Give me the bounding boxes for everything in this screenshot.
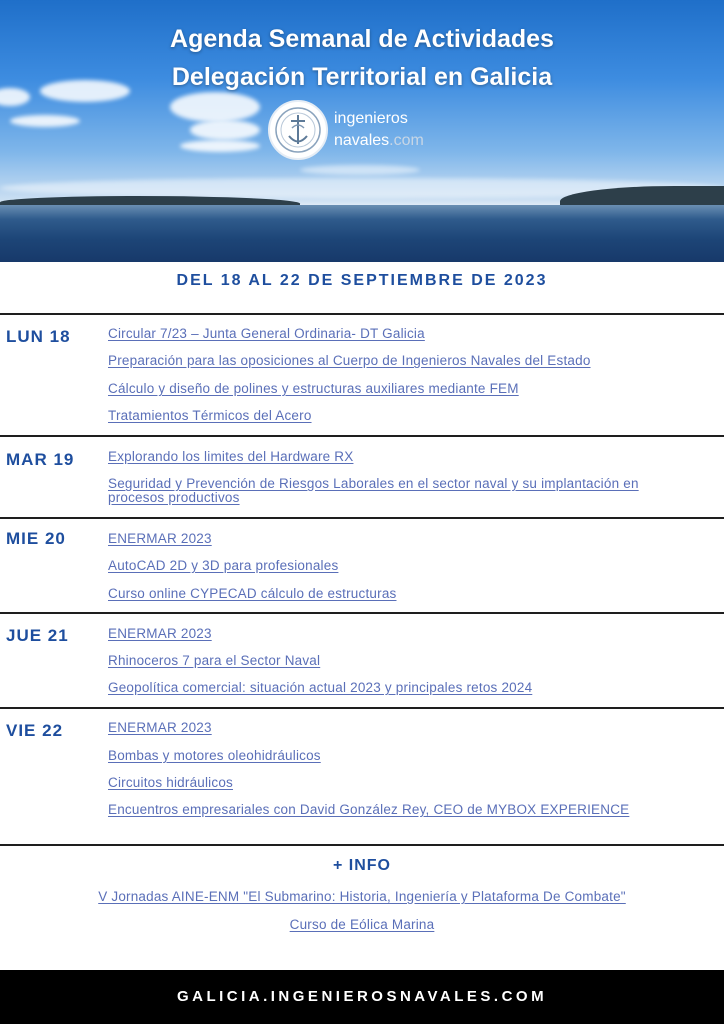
divider xyxy=(0,517,724,519)
date-range-heading: DEL 18 AL 22 DE SEPTIEMBRE DE 2023 xyxy=(176,272,548,289)
divider xyxy=(0,313,724,315)
agenda-link[interactable]: Preparación para las oposiciones al Cuerpo de Ingenieros Navales del Estado xyxy=(108,353,591,368)
divider xyxy=(0,435,724,437)
agenda-link[interactable]: Seguridad y Prevención de Riesgos Laborales en el sector naval y su implantación en procesos productivos xyxy=(108,476,639,505)
agenda-link[interactable]: Rhinoceros 7 para el Sector Naval xyxy=(108,653,321,668)
day-label-lun: LUN 18 xyxy=(6,327,71,346)
hero-banner xyxy=(0,0,724,262)
info-heading: + INFO xyxy=(332,857,391,874)
day-label-mie: MIE 20 xyxy=(6,529,66,548)
divider xyxy=(0,612,724,614)
agenda-link[interactable]: ENERMAR 2023 xyxy=(108,531,212,546)
agenda-link[interactable]: ENERMAR 2023 xyxy=(108,720,212,735)
info-link[interactable]: V Jornadas AINE-ENM "El Submarino: Historia, Ingeniería y Plataforma De Combate" xyxy=(98,889,626,904)
sea xyxy=(0,205,724,262)
agenda-link[interactable]: Circular 7/23 – Junta General Ordinaria- DT Galicia xyxy=(108,326,425,341)
logo-text-bottom xyxy=(334,132,424,150)
agenda-link[interactable]: Circuitos hidráulicos xyxy=(108,775,233,790)
footer-website-link[interactable]: GALICIA.INGENIEROSNAVALES.COM xyxy=(176,988,548,1005)
cloud xyxy=(170,92,260,122)
agenda-link[interactable]: AutoCAD 2D y 3D para profesionales xyxy=(108,558,339,573)
divider xyxy=(0,844,724,846)
info-link[interactable]: Curso de Eólica Marina xyxy=(289,917,435,932)
cloud xyxy=(180,140,260,152)
agenda-link[interactable]: Bombas y motores oleohidráulicos xyxy=(108,748,321,763)
logo-text-suffix: .com xyxy=(389,132,424,149)
agenda-link[interactable]: Cálculo y diseño de polines y estructuras auxiliares mediante FEM xyxy=(108,381,519,396)
page-title: Agenda Semanal de Actividades xyxy=(170,25,554,53)
cloud xyxy=(190,120,260,140)
cloud xyxy=(10,115,80,127)
page-subtitle: Delegación Territorial en Galicia xyxy=(171,63,553,91)
footer-bar xyxy=(0,970,724,1024)
logo-text-top: ingenieros xyxy=(334,110,408,127)
agenda-link[interactable]: Encuentros empresariales con David González Rey, CEO de MYBOX EXPERIENCE xyxy=(108,802,630,817)
anchor-seal-icon xyxy=(268,100,328,160)
day-label-jue: JUE 21 xyxy=(6,626,69,645)
logo-text-navales: navales xyxy=(334,132,390,149)
cloud xyxy=(300,165,420,175)
agenda-link[interactable]: Explorando los limites del Hardware RX xyxy=(108,449,354,464)
day-label-mar: MAR 19 xyxy=(6,450,75,469)
agenda-link[interactable]: Tratamientos Térmicos del Acero xyxy=(108,408,312,423)
agenda-link[interactable]: ENERMAR 2023 xyxy=(108,626,212,641)
agenda-link[interactable]: Curso online CYPECAD cálculo de estructuras xyxy=(108,586,397,601)
day-label-vie: VIE 22 xyxy=(6,721,64,740)
divider xyxy=(0,707,724,709)
agenda-link[interactable]: Geopolítica comercial: situación actual 2023 y principales retos 2024 xyxy=(108,680,533,695)
